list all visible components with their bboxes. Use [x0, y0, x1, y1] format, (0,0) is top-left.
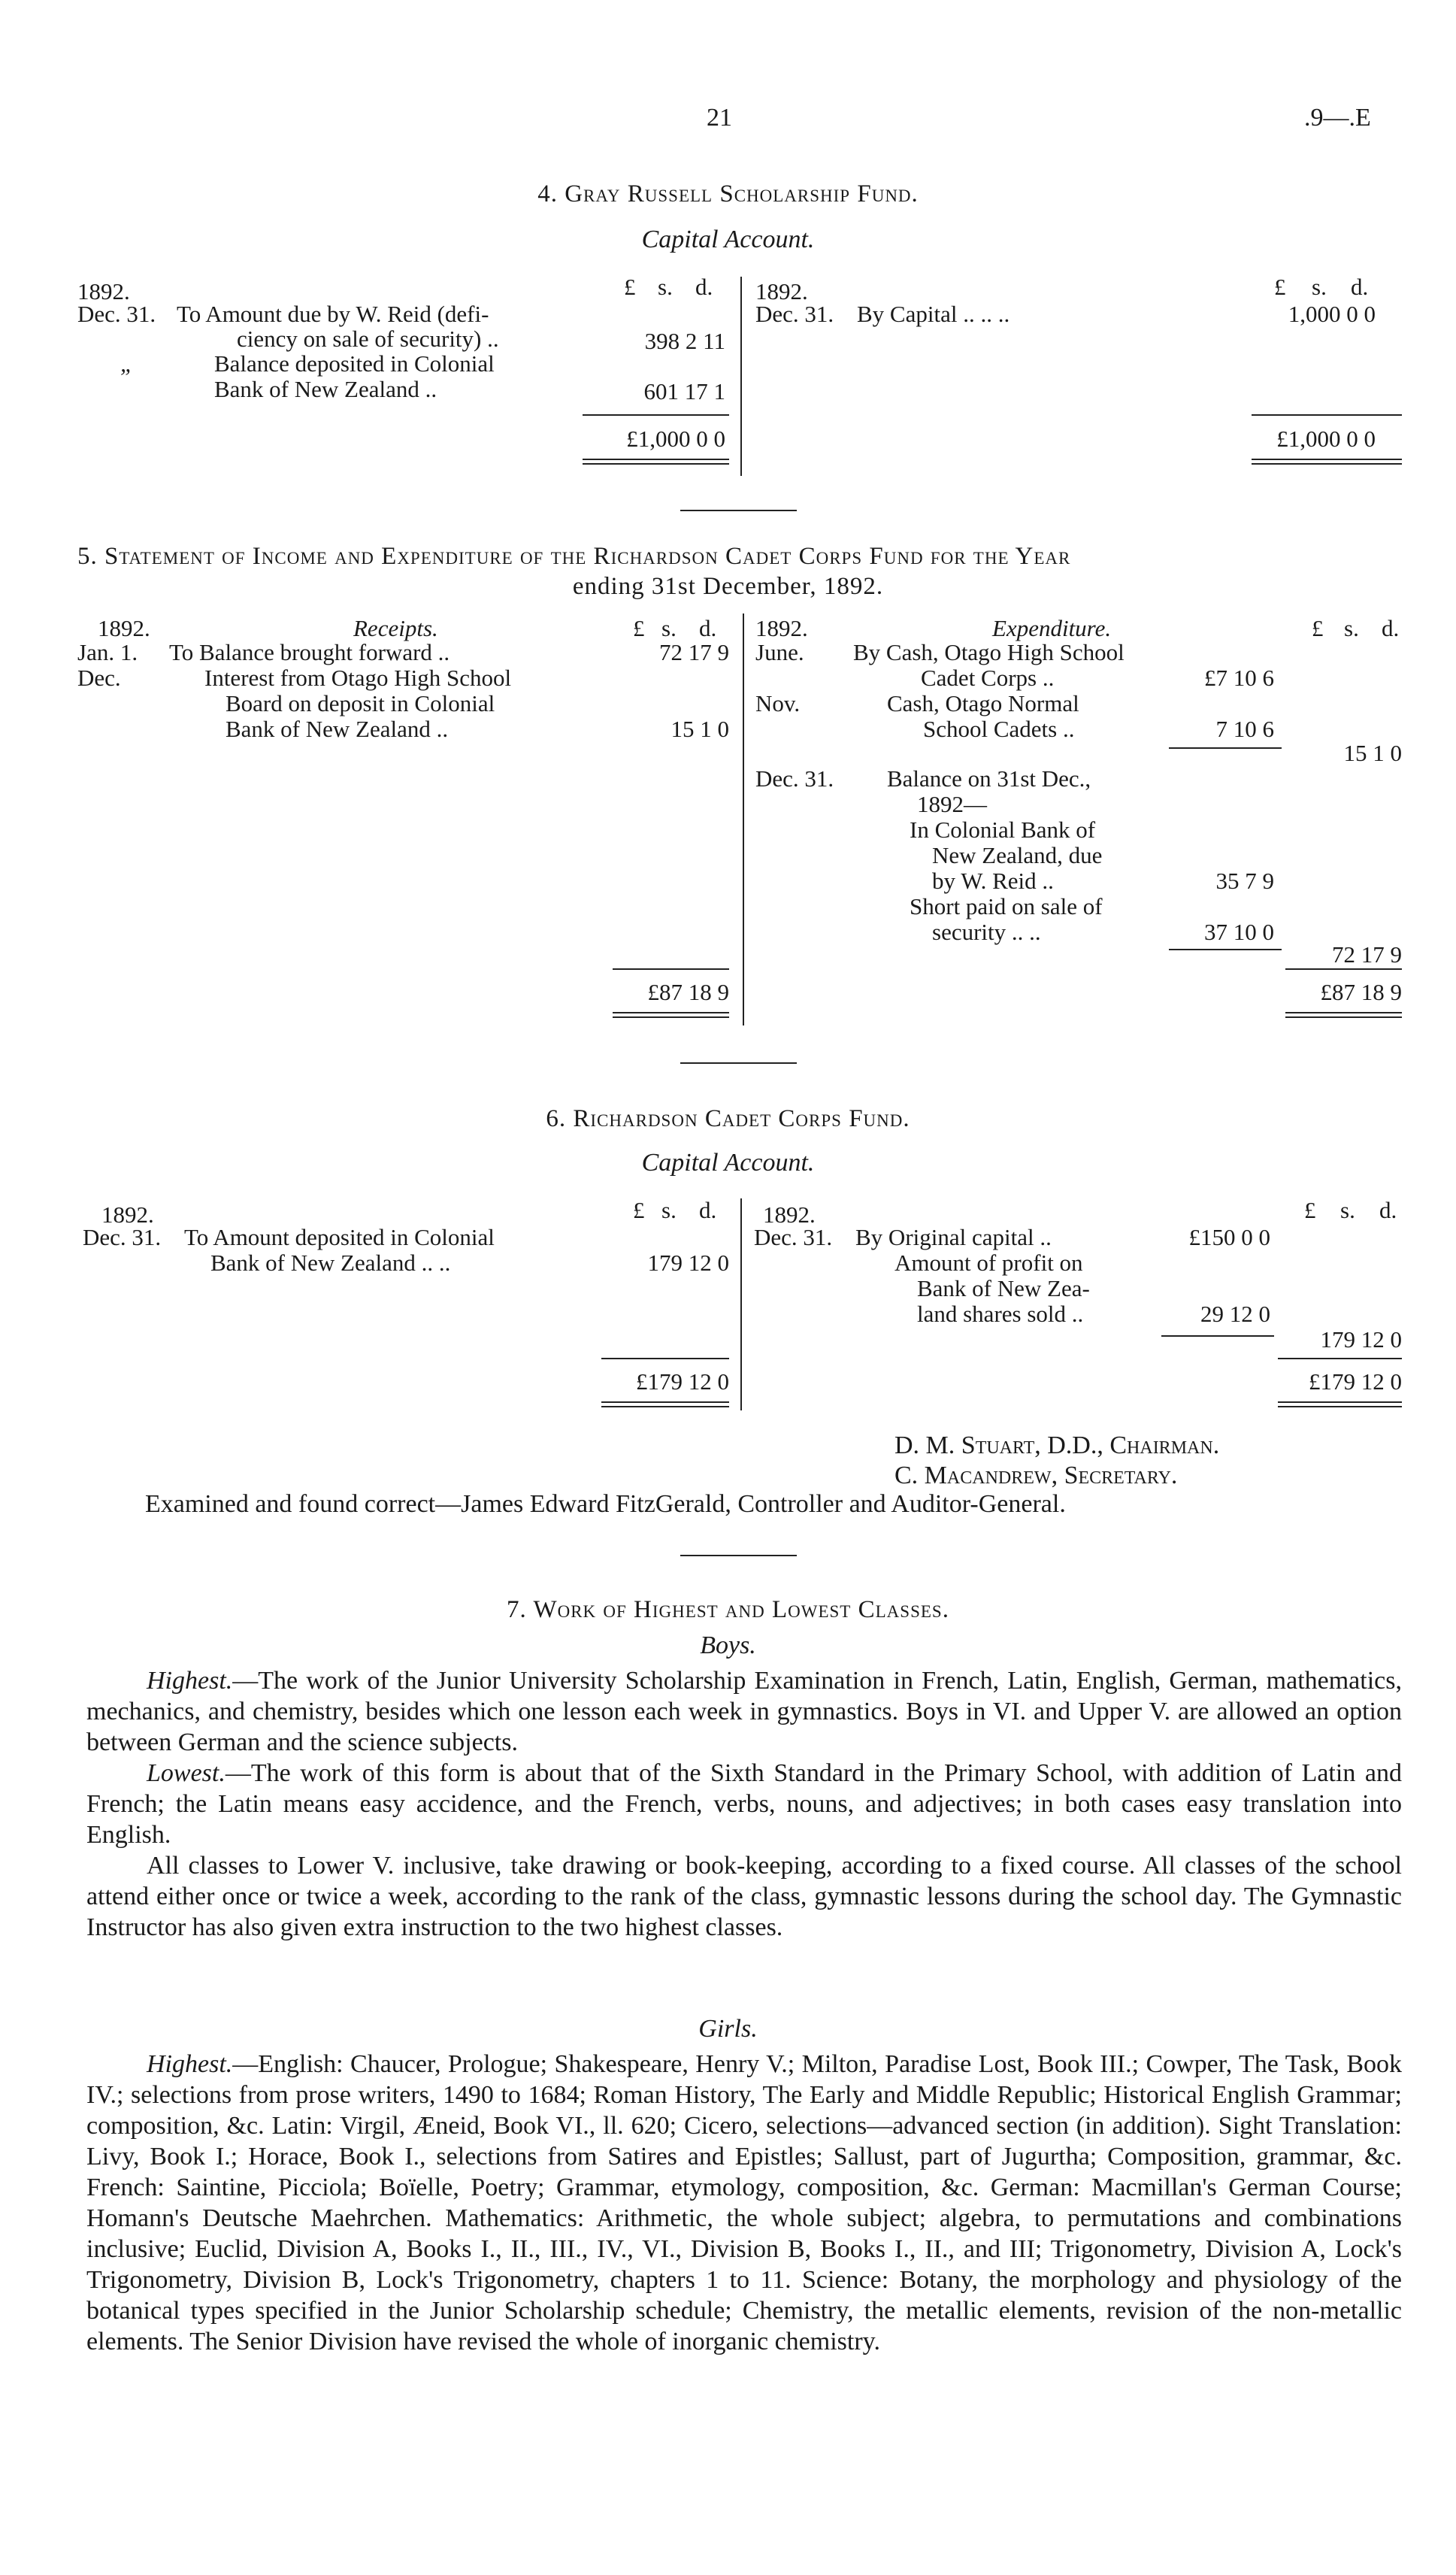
- s5-right-row10: by W. Reid ..: [932, 868, 1054, 894]
- boys-lowest-text: —The work of this form is about that of the Sixth Standard in the Primary School, with addition of Latin and French; the Latin means easy accidence, and the French, verbs, nouns, and adjectives; in both cases easy translation into English.: [86, 1759, 1402, 1849]
- s4-left-date: Dec. 31.: [77, 301, 156, 327]
- s5-right-date2: Nov.: [755, 690, 801, 716]
- s5-left-amount1: 72 17 9: [659, 639, 729, 665]
- s4-left-total: £1,000 0 0: [626, 426, 725, 452]
- girls-highest-paragraph: [86, 2049, 1402, 2357]
- s4-right-hdr-pounds: £: [1274, 274, 1286, 300]
- s6-right-hdr-pounds: £: [1304, 1197, 1316, 1223]
- s5-right-year: 1892.: [755, 615, 808, 641]
- s5-right-row7: 1892—: [917, 791, 987, 817]
- signature-secretary: C. Macandrew, Secretary.: [894, 1462, 1178, 1489]
- s5-right-date3: Dec. 31.: [755, 765, 834, 792]
- boys-lowest-paragraph: [86, 1758, 1402, 1850]
- boys-highest-text: —The work of the Junior University Scholarship Examination in French, Latin, English, German, mathematics, mechanics, and chemistry, besides which one lesson each week in gymnastics. Boys in VI. and Upper V. are allowed an option between German and the science subjects.: [86, 1667, 1402, 1756]
- s5-title-line1: 5. Statement of Income and Expenditure of the Richardson Cadet Corps Fund for the Year: [77, 543, 1071, 570]
- s6-right-total: £179 12 0: [1309, 1368, 1402, 1395]
- s5-left-row3: Board on deposit in Colonial: [226, 690, 495, 716]
- s7-title: 7. Work of Highest and Lowest Classes.: [507, 1596, 949, 1623]
- s6-right-amount2: 29 12 0: [1200, 1301, 1270, 1327]
- s6-left-hdr-d: d.: [699, 1197, 717, 1223]
- s5-right-row1: By Cash, Otago High School: [853, 639, 1125, 665]
- s6-left-year: 1892.: [101, 1201, 154, 1228]
- s4-left-hdr-pounds: £: [624, 274, 636, 300]
- s5-title-line2: ending 31st December, 1892.: [572, 573, 884, 600]
- s4-left-hdr-d: d.: [695, 274, 713, 300]
- s6-right-line4: land shares sold ..: [917, 1301, 1084, 1327]
- signature-chairman: D. M. Stuart, D.D., Chairman.: [894, 1431, 1220, 1459]
- s4-left-year: 1892.: [77, 278, 130, 304]
- boys-highest-lead: Highest.: [147, 1667, 233, 1695]
- s5-right-hdr-d: d.: [1382, 615, 1400, 641]
- s5-left-hdr-pounds: £: [633, 615, 645, 641]
- s5-right-subtotal2: 72 17 9: [1332, 941, 1402, 968]
- all-classes-paragraph: All classes to Lower V. inclusive, take drawing or book-keeping, according to a fixed course. All classes of the school attend either once or twice a week, according to the rank of the class, gymnastic lessons during the school day. The Gymnastic Instructor has also given extra instruction to the two highest classes.: [86, 1852, 1402, 1941]
- s5-right-row8: In Colonial Bank of: [910, 816, 1096, 843]
- s6-left-total: £179 12 0: [636, 1368, 729, 1395]
- s6-right-hdr-d: d.: [1379, 1197, 1397, 1223]
- s5-right-row11: Short paid on sale of: [910, 893, 1103, 919]
- s4-title: 4. Gray Russell Scholarship Fund.: [537, 180, 919, 208]
- s7-girls-heading: Girls.: [698, 2015, 758, 2043]
- s5-right-row4: School Cadets ..: [923, 716, 1075, 742]
- s5-right-row9: New Zealand, due: [932, 842, 1103, 868]
- s5-left-row2: Interest from Otago High School: [204, 665, 512, 691]
- girls-highest-text: —English: Chaucer, Prologue; Shakespeare, Henry V.; Milton, Paradise Lost, Book III.; Cowper, The Task, Book IV.; selections from prose writers, 1490 to 1684; Roman History, The Early and Middle Republic; Historical English Grammar; composition, &c. Latin: Virgil, Æneid, Book VI., ll. 620; Cicero, selections—advanced section (in addition). Sight Translation: Livy, Book I.; Horace, Book I., selections from Satires and Epistles; Sallust, part of Jugurtha; Composition, grammar, &c. French: Saintine, Picciola; Boïelle, Poetry; Grammar, etymology, composition, &c. German: Macmillan's German Course; Homann's Deutsche Maehrchen. Mathematics: Arithmetic, the whole subject; algebra, to permutations and combinations inclusive; Euclid, Division A, Books I., II., III., IV., VI., Division B, Books I., II., and III; Trigonometry, Division A, Lock's Trigonometry, Division B, Lock's Trigonometry, chapters 1 to 11. Science: Botany, the morphology and physiology of the botanical types specified in the Junior Scholarship schedule; Chemistry, the metallic elements, revision of the non-metallic elements. The Senior Division have revised the whole of inorganic chemistry.: [86, 2050, 1402, 2355]
- s5-right-amount2: 7 10 6: [1215, 716, 1274, 742]
- s7-boys-heading: Boys.: [700, 1631, 756, 1659]
- s5-right-total: £87 18 9: [1320, 979, 1402, 1005]
- s5-left-hdr-s: s.: [661, 615, 677, 641]
- s5-right-amount4: 37 10 0: [1204, 919, 1274, 945]
- s6-left-line1: To Amount deposited in Colonial: [184, 1224, 495, 1250]
- s5-left-hdr-d: d.: [699, 615, 717, 641]
- s4-left-line4: Bank of New Zealand ..: [214, 376, 437, 402]
- s4-left-line1: To Amount due by W. Reid (defi-: [177, 301, 489, 327]
- s4-right-amount1: 1,000 0 0: [1288, 301, 1376, 327]
- s4-subtitle: Capital Account.: [641, 226, 815, 253]
- s4-right-total: £1,000 0 0: [1276, 426, 1376, 452]
- page-reference: .9—.E: [1304, 104, 1371, 132]
- s7-boys-paragraphs: [86, 1665, 1402, 1943]
- s6-title: 6. Richardson Cadet Corps Fund.: [546, 1105, 910, 1132]
- auditor-statement: Examined and found correct—James Edward FitzGerald, Controller and Auditor-General.: [145, 1490, 1066, 1518]
- s6-right-line1: By Original capital ..: [855, 1224, 1052, 1250]
- s5-right-subtotal1: 15 1 0: [1343, 740, 1402, 766]
- s6-subtitle: Capital Account.: [641, 1149, 815, 1177]
- s6-left-line2: Bank of New Zealand .. ..: [210, 1250, 451, 1276]
- s4-right-date: Dec. 31.: [755, 301, 834, 327]
- s4-left-hdr-s: s.: [658, 274, 673, 300]
- s6-right-line2: Amount of profit on: [894, 1250, 1083, 1276]
- s6-left-hdr-pounds: £: [633, 1197, 645, 1223]
- page-number: 21: [707, 104, 732, 132]
- s6-right-date: Dec. 31.: [754, 1224, 833, 1250]
- s4-right-hdr-d: d.: [1351, 274, 1369, 300]
- s5-left-year: 1892.: [98, 615, 150, 641]
- s6-left-date: Dec. 31.: [83, 1224, 162, 1250]
- s5-left-date2: Dec.: [77, 665, 121, 691]
- s5-right-row6: Balance on 31st Dec.,: [887, 765, 1091, 792]
- s5-right-row2: Cadet Corps ..: [921, 665, 1055, 691]
- s5-left-date1: Jan. 1.: [77, 639, 138, 665]
- s6-left-amount: 179 12 0: [647, 1250, 729, 1276]
- s4-left-line3: Balance deposited in Colonial: [214, 350, 495, 377]
- s5-right-row3: Cash, Otago Normal: [887, 690, 1079, 716]
- s5-right-amount1: £7 10 6: [1204, 665, 1274, 691]
- s5-right-amount3: 35 7 9: [1215, 868, 1274, 894]
- s6-left-hdr-s: s.: [661, 1197, 677, 1223]
- s5-right-date1: June.: [755, 639, 804, 665]
- s4-left-ditto: „: [120, 350, 134, 377]
- s5-right-hdr-s: s.: [1344, 615, 1359, 641]
- s6-right-year: 1892.: [763, 1201, 816, 1228]
- s5-right-heading: Expenditure.: [992, 615, 1112, 641]
- s5-right-hdr-pounds: £: [1312, 615, 1324, 641]
- s6-right-amount1: £150 0 0: [1188, 1224, 1270, 1250]
- s6-right-line3: Bank of New Zea-: [917, 1275, 1090, 1301]
- s4-left-amount1: 398 2 11: [644, 328, 725, 354]
- s5-left-row4: Bank of New Zealand ..: [226, 716, 449, 742]
- s6-right-hdr-s: s.: [1340, 1197, 1355, 1223]
- s5-right-row12: security .. ..: [932, 919, 1041, 945]
- s4-right-hdr-s: s.: [1312, 274, 1327, 300]
- s5-left-amount2: 15 1 0: [670, 716, 729, 742]
- s7-girls-paragraphs: [86, 2049, 1402, 2357]
- s5-left-total: £87 18 9: [647, 979, 729, 1005]
- boys-lowest-lead: Lowest.: [147, 1759, 226, 1787]
- s6-right-subtotal: 179 12 0: [1320, 1326, 1402, 1353]
- s5-left-row1: To Balance brought forward ..: [169, 639, 450, 665]
- s5-left-heading: Receipts.: [353, 615, 438, 641]
- s4-left-amount2: 601 17 1: [643, 378, 725, 404]
- boys-highest-paragraph: [86, 1665, 1402, 1758]
- s4-right-year: 1892.: [755, 278, 808, 304]
- girls-highest-lead: Highest.: [147, 2050, 233, 2078]
- s4-right-line1: By Capital .. .. ..: [857, 301, 1010, 327]
- s4-left-line2: ciency on sale of security) ..: [237, 326, 499, 352]
